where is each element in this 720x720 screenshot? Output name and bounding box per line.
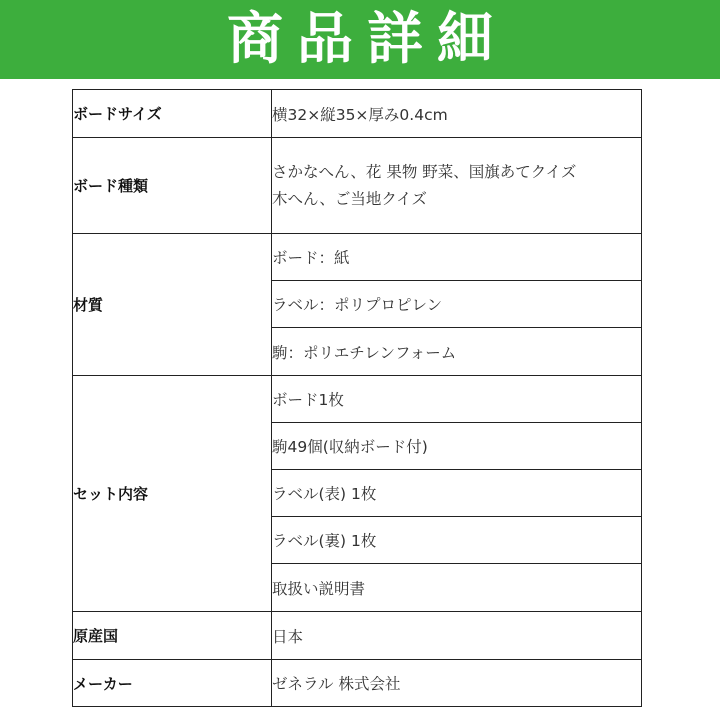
spec-row-origin	[73, 612, 642, 660]
spec-label: 材質	[73, 234, 272, 376]
spec-value	[272, 138, 642, 234]
spec-row-board-type	[73, 138, 642, 234]
spec-row-material	[73, 234, 642, 281]
header-banner	[0, 0, 720, 79]
spec-row-set-contents	[73, 376, 642, 423]
spec-value: ラベル：ポリプロピレン	[272, 281, 642, 328]
spec-value: ボード：紙	[272, 234, 642, 281]
spec-value: ラベル(表) 1枚	[272, 470, 642, 517]
spec-value: 取扱い説明書	[272, 564, 642, 612]
spec-value-line: 木へん、ご当地クイズ	[272, 189, 428, 208]
spec-label: 原産国	[73, 612, 272, 660]
spec-value-line: さかなへん、花 果物 野菜、国旗あてクイズ	[272, 162, 577, 181]
spec-row-maker	[73, 660, 642, 707]
product-spec-table	[72, 89, 642, 707]
spec-value: 駒49個(収納ボード付)	[272, 423, 642, 470]
spec-row-board-size	[73, 90, 642, 138]
spec-value: ラベル(裏) 1枚	[272, 517, 642, 564]
page-title: 商品詳細	[227, 6, 507, 72]
spec-label: ボード種類	[73, 138, 272, 234]
spec-value: 日本	[272, 612, 642, 660]
spec-value: ボード1枚	[272, 376, 642, 423]
spec-label: メーカー	[73, 660, 272, 707]
spec-label: セット内容	[73, 376, 272, 612]
spec-value: 駒：ポリエチレンフォーム	[272, 328, 642, 376]
spec-label: ボードサイズ	[73, 90, 272, 138]
spec-value: 横32×縦35×厚み0.4cm	[272, 90, 642, 138]
spec-value: ゼネラル 株式会社	[272, 660, 642, 707]
